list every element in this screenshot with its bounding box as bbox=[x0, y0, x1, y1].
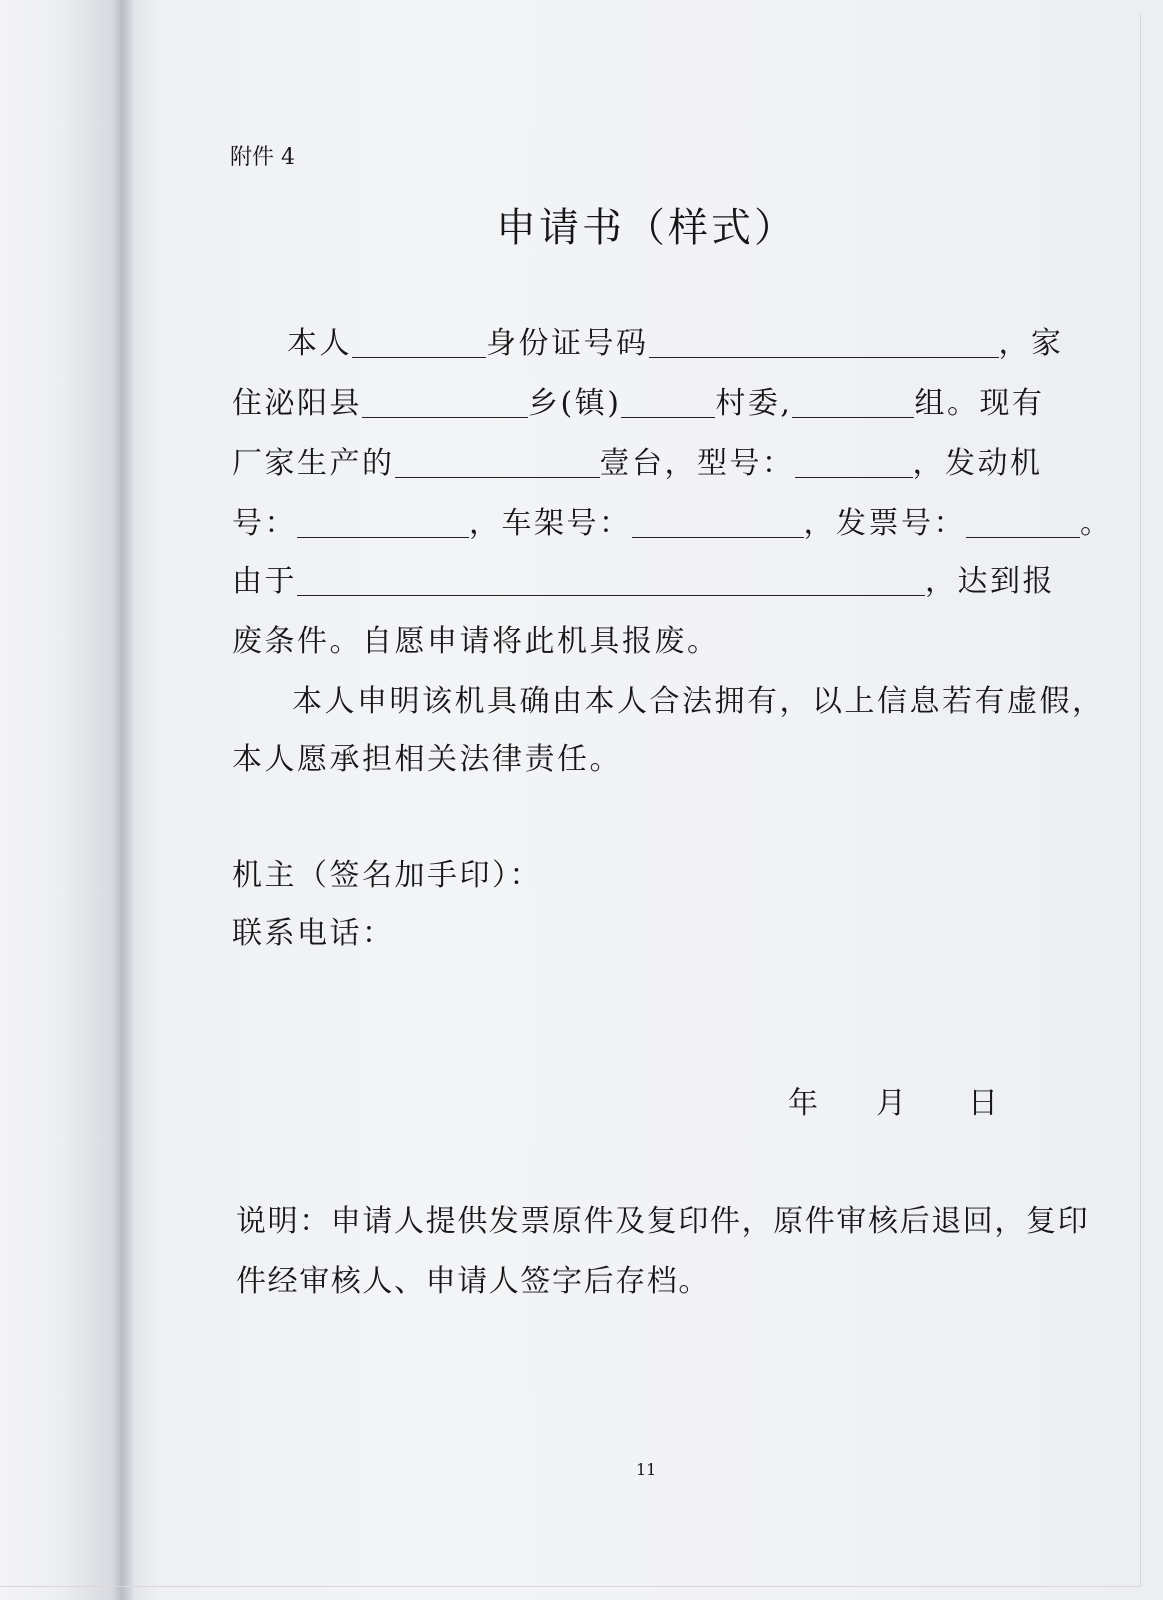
text-model: 壹台，型号： bbox=[599, 446, 795, 481]
text-zhu-biyang: 住泌阳县 bbox=[232, 386, 362, 421]
village-blank[interactable] bbox=[621, 386, 715, 419]
text-manufacturer: 厂家生产的 bbox=[232, 446, 395, 481]
text-benren: 本人 bbox=[287, 326, 352, 361]
group-blank[interactable] bbox=[792, 386, 914, 419]
date-month: 月 bbox=[876, 1086, 909, 1121]
body-line-1 bbox=[287, 318, 1064, 362]
document-title: 申请书（样式） bbox=[496, 205, 797, 251]
text-frame-number: ，车架号： bbox=[469, 506, 632, 541]
model-blank[interactable] bbox=[795, 446, 913, 479]
body-line-8: 本人愿承担相关法律责任。 bbox=[232, 742, 622, 777]
date-year: 年 bbox=[788, 1086, 821, 1121]
body-line-3 bbox=[232, 438, 1043, 482]
attachment-label: 附件 4 bbox=[230, 145, 295, 170]
text-id-number: 身份证号码 bbox=[486, 326, 649, 361]
owner-signature-label: 机主（签名加手印）： bbox=[232, 858, 542, 893]
body-line-2 bbox=[232, 378, 1044, 422]
invoice-number-blank[interactable] bbox=[966, 506, 1080, 539]
date-day: 日 bbox=[968, 1086, 1001, 1121]
note-line-2: 件经审核人、申请人签字后存档。 bbox=[236, 1264, 710, 1299]
body-line-5 bbox=[232, 556, 1055, 600]
id-number-blank[interactable] bbox=[649, 326, 999, 359]
text-cunwei: 村委, bbox=[715, 386, 793, 421]
note-line-1: 说明：申请人提供发票原件及复印件，原件审核后退回，复印 bbox=[236, 1204, 1090, 1239]
name-blank[interactable] bbox=[352, 326, 486, 359]
frame-number-blank[interactable] bbox=[632, 506, 804, 539]
reason-blank[interactable] bbox=[297, 564, 925, 597]
township-blank[interactable] bbox=[362, 386, 528, 419]
body-line-4 bbox=[232, 498, 1113, 542]
text-invoice-number: ，发票号： bbox=[803, 506, 966, 541]
phone-label: 联系电话： bbox=[232, 916, 395, 951]
manufacturer-blank[interactable] bbox=[395, 446, 600, 479]
engine-number-blank[interactable] bbox=[297, 506, 469, 539]
body-line-7: 本人申明该机具确由本人合法拥有，以上信息若有虚假， bbox=[292, 684, 1105, 719]
text-hao: 号： bbox=[232, 506, 297, 541]
body-line-6: 废条件。自愿申请将此机具报废。 bbox=[232, 624, 720, 659]
text-period: 。 bbox=[1080, 506, 1113, 541]
text-zu-xianyou: 组。现有 bbox=[914, 386, 1045, 421]
page-number: 11 bbox=[636, 1460, 657, 1479]
text-jia: ，家 bbox=[998, 326, 1064, 361]
text-xiang-zhen: 乡(镇) bbox=[528, 386, 622, 421]
text-engine: ，发动机 bbox=[912, 446, 1043, 481]
text-dadao-bao: ，达到报 bbox=[925, 564, 1055, 599]
text-youyu: 由于 bbox=[232, 564, 297, 599]
